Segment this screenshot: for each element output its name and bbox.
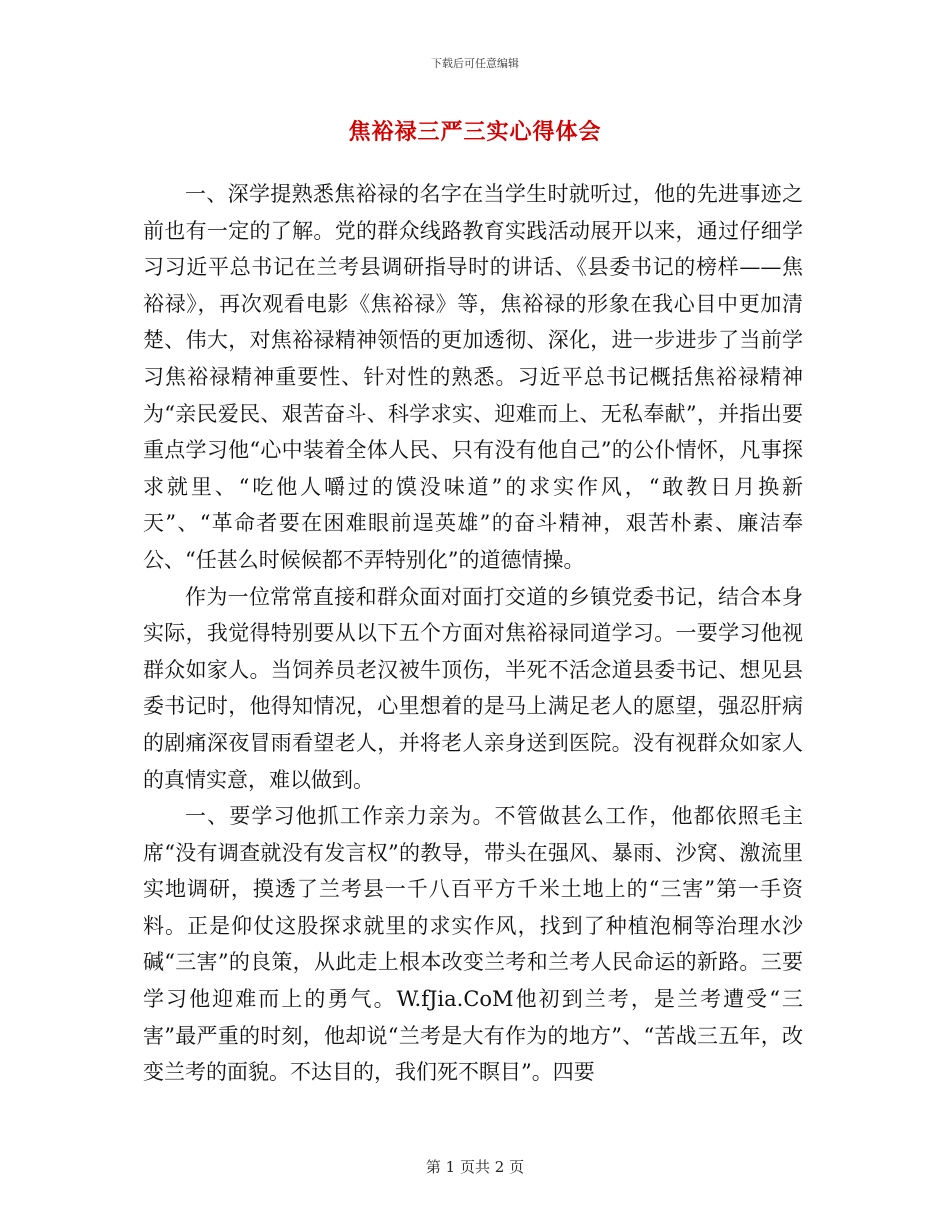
paragraph-3: 一、要学习他抓工作亲力亲为。不管做甚么工作，他都依照毛主席“没有调查就没有发言权”的教导，带头在强风、暴雨、沙窝、激流里实地调研，摸透了兰考县一千八百平方千米土地上的“三害”第一手资料。正是仰仗这股探求就里的求实作风，找到了种植泡桐等治理水沙碱“三害”的良策，从此走上根本改变兰考和兰考人民命运的新路。三要学习他迎难而上的勇气。W.fJia.CoM他初到兰考，是兰考遭受“三害”最严重的时刻，他却说“兰考是大有作为的地方”、“苦战三五年，改变兰考的面貌。不达目的，我们死不瞑目”。四要 <box>143 804 803 1085</box>
page-header-note: 下载后可任意编辑 <box>431 57 519 70</box>
document-body <box>143 176 803 1091</box>
paragraph-2: 作为一位常常直接和群众面对面打交道的乡镇党委书记，结合本身实际，我觉得特别要从以下五个方面对焦裕禄同道学习。一要学习他视群众如家人。当饲养员老汉被牛顶伤，半死不活念道县委书记、想见县委书记时，他得知情况，心里想着的是马上满足老人的愿望，强忍肝病的剧痛深夜冒雨看望老人，并将老人亲身送到医院。没有视群众如家人的真情实意，难以做到。 <box>143 584 803 792</box>
document-title: 焦裕禄三严三实心得体会 <box>348 119 602 145</box>
page-footer-indicator: 第 1 页共 2 页 <box>425 1158 525 1176</box>
paragraph-1: 一、深学提熟悉焦裕禄的名字在当学生时就听过，他的先进事迹之前也有一定的了解。党的群众线路教育实践活动展开以来，通过仔细学习习近平总书记在兰考县调研指导时的讲话、《县委书记的榜样——焦裕禄》，再次观看电影《焦裕禄》等，焦裕禄的形象在我心目中更加清楚、伟大，对焦裕禄精神领悟的更加透彻、深化，进一步进步了当前学习焦裕禄精神重要性、针对性的熟悉。习近平总书记概括焦裕禄精神为“亲民爱民、艰苦奋斗、科学求实、迎难而上、无私奉献”，并指出要重点学习他“心中装着全体人民、只有没有他自己”的公仆情怀，凡事探求就里、“吃他人嚼过的馍没味道”的求实作风，“敢教日月换新天”、“革命者要在困难眼前逞英雄”的奋斗精神，艰苦朴素、廉洁奉公、“任甚么时候候都不弄特别化”的道德情操。 <box>143 182 803 572</box>
